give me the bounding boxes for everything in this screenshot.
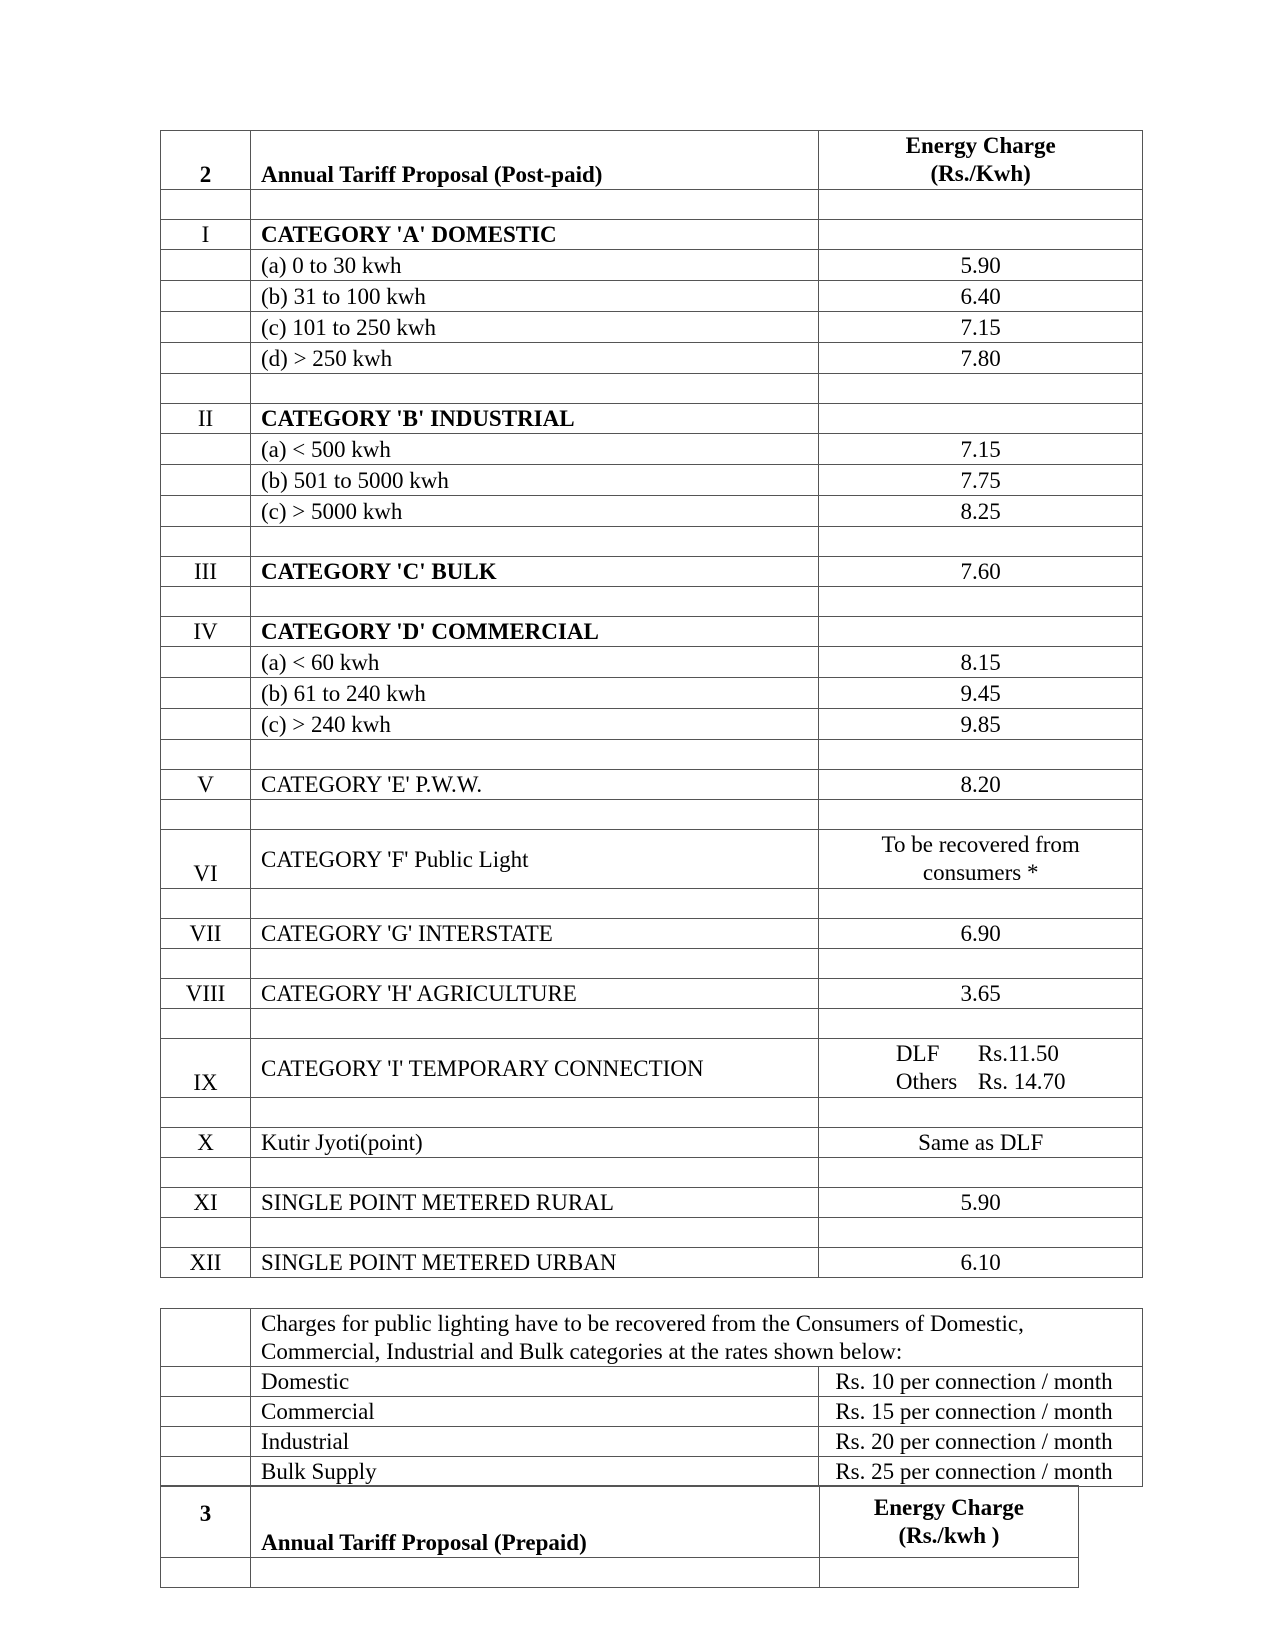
category-row [161, 1128, 1143, 1158]
postpaid-tariff-table [160, 130, 1143, 1278]
section-number: 2 [161, 131, 251, 190]
slab-label: (c) > 5000 kwh [251, 496, 819, 527]
slab-label: (b) 31 to 100 kwh [251, 281, 819, 312]
category-number: I [161, 220, 251, 250]
table-row [161, 1367, 1143, 1397]
category-name: CATEGORY 'G' INTERSTATE [251, 919, 819, 949]
category-row [161, 1039, 1143, 1098]
others-rate: Others Rs. 14.70 [895, 1069, 1066, 1094]
category-name: CATEGORY 'A' DOMESTIC [251, 220, 819, 250]
slab-value: 8.25 [819, 496, 1143, 527]
slab-row [161, 678, 1143, 709]
section-title: Annual Tariff Proposal (Post-paid) [251, 131, 819, 190]
empty-cell [251, 1009, 819, 1039]
category-row [161, 830, 1143, 889]
empty-cell [819, 1009, 1143, 1039]
empty-cell [251, 1098, 819, 1128]
category-name: CATEGORY 'F' Public Light [251, 830, 819, 889]
empty-cell [819, 190, 1143, 220]
slab-label: (c) > 240 kwh [251, 709, 819, 740]
empty-cell [161, 434, 251, 465]
category-number: XII [161, 1248, 251, 1278]
category-number: III [161, 557, 251, 587]
slab-value: 5.90 [819, 250, 1143, 281]
category-row [161, 1248, 1143, 1278]
slab-label: (b) 61 to 240 kwh [251, 678, 819, 709]
empty-cell [161, 527, 251, 557]
energy-charge-value: Same as DLF [819, 1128, 1143, 1158]
empty-cell [251, 1158, 819, 1188]
energy-charge-value: 3.65 [819, 979, 1143, 1009]
empty-cell [819, 740, 1143, 770]
empty-cell [161, 1098, 251, 1128]
rate-category: Domestic [251, 1367, 819, 1397]
category-number: VI [161, 830, 251, 889]
slab-value: 9.85 [819, 709, 1143, 740]
slab-row [161, 312, 1143, 343]
table-header-row [161, 1486, 1079, 1558]
empty-cell [819, 800, 1143, 830]
category-name: CATEGORY 'I' TEMPORARY CONNECTION [251, 1039, 819, 1098]
empty-cell [819, 889, 1143, 919]
slab-row [161, 496, 1143, 527]
empty-cell [161, 1218, 251, 1248]
empty-cell [161, 587, 251, 617]
category-name: CATEGORY 'E' P.W.W. [251, 770, 819, 800]
slab-row [161, 343, 1143, 374]
spacer-row [161, 1009, 1143, 1039]
slab-row [161, 709, 1143, 740]
category-row [161, 617, 1143, 647]
energy-charge-value: 6.10 [819, 1248, 1143, 1278]
energy-charge-value [819, 220, 1143, 250]
slab-value: 7.75 [819, 465, 1143, 496]
empty-cell [819, 949, 1143, 979]
category-number: X [161, 1128, 251, 1158]
spacer-row [161, 190, 1143, 220]
category-row [161, 979, 1143, 1009]
category-name: Kutir Jyoti(point) [251, 1128, 819, 1158]
table-row [161, 1457, 1143, 1487]
empty-cell [161, 889, 251, 919]
slab-row [161, 434, 1143, 465]
category-row [161, 404, 1143, 434]
spacer-row [161, 1158, 1143, 1188]
empty-cell [251, 190, 819, 220]
category-number: VII [161, 919, 251, 949]
category-number: V [161, 770, 251, 800]
spacer-row [161, 740, 1143, 770]
slab-row [161, 465, 1143, 496]
table-header-row [161, 131, 1143, 190]
energy-charge-value: To be recovered from consumers * [819, 830, 1143, 889]
section-number: 3 [161, 1486, 251, 1558]
category-row [161, 919, 1143, 949]
energy-charge-value: 7.60 [819, 557, 1143, 587]
empty-cell [161, 949, 251, 979]
empty-cell [251, 889, 819, 919]
public-lighting-note-row [161, 1309, 1143, 1367]
category-number: VIII [161, 979, 251, 1009]
category-name: SINGLE POINT METERED URBAN [251, 1248, 819, 1278]
spacer-row [161, 527, 1143, 557]
spacer-row [161, 587, 1143, 617]
empty-cell [161, 800, 251, 830]
table-row [161, 1427, 1143, 1457]
rate-value: Rs. 25 per connection / month [819, 1457, 1143, 1487]
energy-charge-header: Energy Charge (Rs./kwh ) [819, 1486, 1078, 1558]
spacer-row [161, 1218, 1143, 1248]
empty-cell [819, 1158, 1143, 1188]
slab-label: (a) < 60 kwh [251, 647, 819, 678]
spacer-row [161, 1098, 1143, 1128]
energy-charge-value [819, 404, 1143, 434]
empty-cell [251, 740, 819, 770]
empty-cell [161, 647, 251, 678]
category-number: IX [161, 1039, 251, 1098]
slab-row [161, 281, 1143, 312]
slab-label: (a) 0 to 30 kwh [251, 250, 819, 281]
rate-value: Rs. 20 per connection / month [819, 1427, 1143, 1457]
section-title: Annual Tariff Proposal (Prepaid) [251, 1486, 820, 1558]
empty-cell [819, 527, 1143, 557]
energy-charge-value: 6.90 [819, 919, 1143, 949]
spacer-row [161, 949, 1143, 979]
dlf-rate: DLF Rs.11.50 [895, 1041, 1059, 1066]
empty-cell [161, 1158, 251, 1188]
energy-charge-value [819, 617, 1143, 647]
rate-value: Rs. 10 per connection / month [819, 1367, 1143, 1397]
empty-cell [161, 343, 251, 374]
spacer-row [161, 800, 1143, 830]
empty-cell [819, 587, 1143, 617]
energy-charge-header: Energy Charge (Rs./Kwh) [819, 131, 1143, 190]
slab-label: (a) < 500 kwh [251, 434, 819, 465]
empty-cell [161, 374, 251, 404]
category-name: SINGLE POINT METERED RURAL [251, 1188, 819, 1218]
category-row [161, 220, 1143, 250]
category-number: IV [161, 617, 251, 647]
rate-category: Bulk Supply [251, 1457, 819, 1487]
empty-cell [251, 374, 819, 404]
slab-value: 9.45 [819, 678, 1143, 709]
empty-cell [251, 527, 819, 557]
empty-cell [819, 1218, 1143, 1248]
empty-cell [161, 1309, 251, 1367]
empty-cell [251, 949, 819, 979]
empty-cell [251, 1218, 819, 1248]
rate-category: Industrial [251, 1427, 819, 1457]
energy-charge-value: 5.90 [819, 1188, 1143, 1218]
empty-cell [819, 374, 1143, 404]
prepaid-tariff-table [160, 1485, 1079, 1588]
empty-cell [161, 190, 251, 220]
empty-cell [161, 496, 251, 527]
slab-label: (c) 101 to 250 kwh [251, 312, 819, 343]
category-name: CATEGORY 'H' AGRICULTURE [251, 979, 819, 1009]
slab-value: 6.40 [819, 281, 1143, 312]
slab-value: 7.80 [819, 343, 1143, 374]
slab-row [161, 250, 1143, 281]
category-number: II [161, 404, 251, 434]
slab-label: (b) 501 to 5000 kwh [251, 465, 819, 496]
table-row [161, 1397, 1143, 1427]
temporary-rates [896, 1040, 1066, 1096]
category-row [161, 770, 1143, 800]
empty-cell [819, 1098, 1143, 1128]
public-lighting-table [160, 1308, 1143, 1487]
category-name: CATEGORY 'D' COMMERCIAL [251, 617, 819, 647]
postpaid-tariff-body [161, 131, 1143, 1278]
spacer-row [161, 889, 1143, 919]
public-lighting-note: Charges for public lighting have to be recovered from the Consumers of Domestic, Commercial, Industrial and Bulk categories at the rates shown below: [251, 1309, 1143, 1367]
category-row [161, 1188, 1143, 1218]
empty-cell [161, 740, 251, 770]
slab-row [161, 647, 1143, 678]
table-row [161, 1558, 1079, 1588]
slab-value: 7.15 [819, 312, 1143, 343]
empty-cell [161, 312, 251, 343]
empty-cell [161, 250, 251, 281]
energy-charge-value [819, 1039, 1143, 1098]
category-row [161, 557, 1143, 587]
category-name: CATEGORY 'B' INDUSTRIAL [251, 404, 819, 434]
slab-value: 8.15 [819, 647, 1143, 678]
empty-cell [251, 587, 819, 617]
empty-cell [161, 709, 251, 740]
empty-cell [161, 465, 251, 496]
slab-value: 7.15 [819, 434, 1143, 465]
empty-cell [251, 800, 819, 830]
spacer-row [161, 374, 1143, 404]
empty-cell [161, 281, 251, 312]
slab-label: (d) > 250 kwh [251, 343, 819, 374]
empty-cell [161, 1009, 251, 1039]
category-name: CATEGORY 'C' BULK [251, 557, 819, 587]
empty-cell [161, 678, 251, 709]
category-number: XI [161, 1188, 251, 1218]
rate-category: Commercial [251, 1397, 819, 1427]
rate-value: Rs. 15 per connection / month [819, 1397, 1143, 1427]
energy-charge-value: 8.20 [819, 770, 1143, 800]
